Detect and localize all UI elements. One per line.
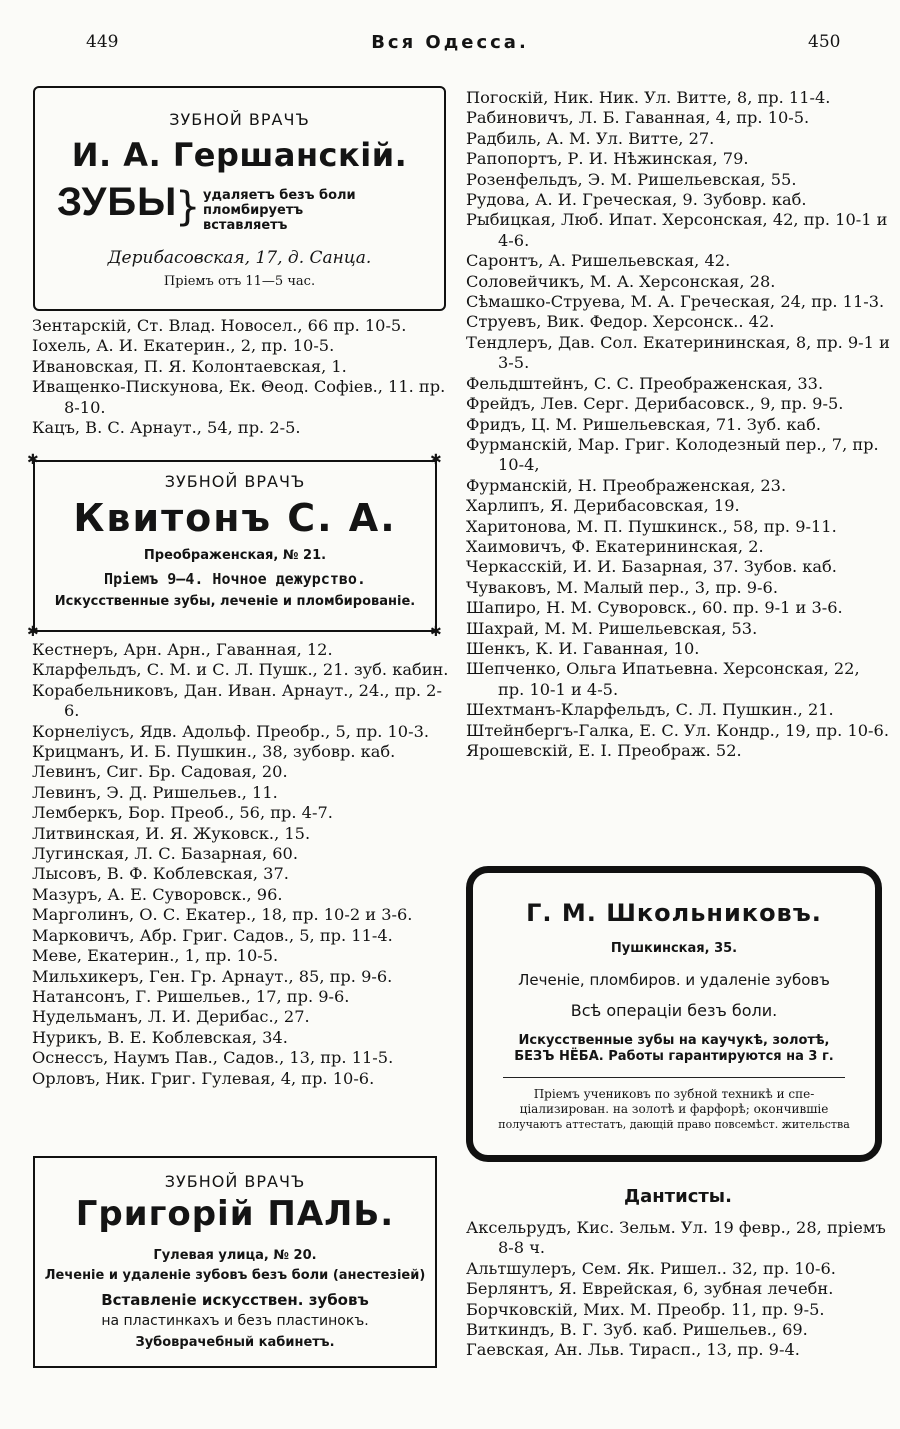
ad-address: Гулевая улица, № 20. [153, 1248, 317, 1263]
directory-entry: Виткиндъ, В. Г. Зуб. каб. Ришельев., 69. [466, 1320, 808, 1340]
ad-line: цiализирован. на золотѣ и фарфорѣ; окончившiе [519, 1102, 829, 1116]
directory-entry: Корабельниковъ, Дан. Иван. Арнаут., 24., пр. 2-6. [32, 680, 442, 721]
directory-entry: Ярошевскiй, Е. I. Преображ. 52. [466, 741, 742, 760]
ad-hours: Прiемъ отъ 11—5 час. [163, 274, 316, 289]
ad-line: Вставленiе искусствен. зубовъ [101, 1291, 369, 1309]
ad-subtitle: ЗУБНОЙ ВРАЧЪ [164, 472, 306, 491]
directory-entry: Крицманъ, И. Б. Пушкин., 38, зубовр. каб. [32, 742, 396, 762]
left-column-list-a [32, 316, 452, 438]
directory-entry: Черкасскiй, И. И. Базарная, 37. Зубов. каб. [466, 557, 837, 577]
directory-entry: Шенкъ, К. И. Гаванная, 10. [466, 638, 700, 658]
directory-entry: Оснессъ, Наумъ Пав., Садов., 13, пр. 11-5. [32, 1048, 394, 1068]
directory-entry: Кацъ, В. С. Арнаут., 54, пр. 2-5. [32, 418, 301, 438]
star-ornament-icon: ✱ [430, 624, 442, 640]
ad-address: Дерибасовская, 17, д. Санца. [107, 248, 372, 268]
directory-entry: Шапиро, Н. М. Суворовск., 60. пр. 9-1 и 3-6. [466, 598, 843, 618]
directory-entry: Радбиль, А. М. Ул. Витте, 27. [466, 128, 715, 148]
ad-name: Г. М. Школьниковъ. [526, 899, 822, 927]
directory-entry: Фридъ, Ц. М. Ришельевская, 71. Зуб. каб. [466, 414, 822, 434]
directory-entry: Шехтманъ-Кларфельдъ, С. Л. Пушкин., 21. [466, 700, 834, 720]
ad-services [203, 188, 356, 233]
ad-line: получаютъ аттестатъ, дающiй право повсемѣст. жительства [498, 1118, 850, 1131]
directory-entry: Корнелiусъ, Ядв. Адольф. Преобр., 5, пр. 10-3. [32, 721, 430, 741]
directory-entry: Литвинская, И. Я. Жуковск., 15. [32, 823, 311, 843]
directory-entry: Рабиновичъ, Л. Б. Гаванная, 4, пр. 10-5. [466, 108, 810, 128]
directory-entry: Борчковскiй, Мих. М. Преобр. 11, пр. 9-5. [466, 1299, 825, 1319]
star-ornament-icon: ✱ [430, 452, 442, 468]
ad-name: Григорiй ПАЛЬ. [75, 1194, 395, 1234]
divider [503, 1077, 845, 1078]
directory-entry: Рапопортъ, Р. И. Нѣжинская, 79. [466, 149, 749, 169]
ad-line: Леченiе, пломбиров. и удаленiе зубовъ [518, 971, 830, 989]
ad-line: Леченiе и удаленiе зубовъ безъ боли (анестезiей) [44, 1268, 426, 1283]
service-line: вставляетъ [203, 218, 288, 233]
ad-subtitle: ЗУБНОЙ ВРАЧЪ [164, 1172, 306, 1191]
brace-icon: } [175, 184, 201, 230]
star-ornament-icon: ✱ [27, 624, 39, 640]
right-column-list-a [466, 88, 890, 761]
directory-entry: Шепченко, Ольга Ипатьевна. Херсонская, 22, пр. 10-1 и 4-5. [466, 659, 860, 699]
directory-entry: Кестнеръ, Арн. Арн., Гаванная, 12. [32, 640, 333, 659]
directory-entry: Кларфельдъ, С. М. и С. Л. Пушк., 21. зуб. кабин. [32, 660, 449, 680]
directory-entry: Нудельманъ, Л. И. Дерибас., 27. [32, 1007, 310, 1027]
ad-note [483, 1087, 865, 1132]
directory-entry: Iохель, А. И. Екатерин., 2, пр. 10-5. [32, 336, 335, 356]
ad-line: Прiемъ учениковъ по зубной техникѣ и спе- [533, 1087, 815, 1101]
ad-hours: Прiемъ 9—4. Ночное дежурство. [104, 570, 366, 588]
directory-entry: Розенфельдъ, Э. М. Ришельевская, 55. [466, 169, 797, 189]
ad-teeth-label: ЗУБЫ [57, 180, 178, 224]
directory-entry: Марковичъ, Абр. Григ. Садов., 5, пр. 11-4. [32, 925, 393, 945]
directory-entry: Фурманскiй, Мар. Григ. Колодезный пер., 7, пр. 10-4, [466, 434, 879, 475]
directory-entry: Харитонова, М. П. Пушкинск., 58, пр. 9-11. [466, 516, 837, 536]
ad-services: Искусственные зубы, леченiе и пломбированiе. [54, 594, 416, 609]
directory-entry: Мазуръ, А. Е. Суворовск., 96. [32, 884, 283, 904]
ad-kviton [33, 460, 437, 632]
directory-entry: Левинъ, Э. Д. Ришельев., 11. [32, 782, 278, 802]
directory-entry: Натансонъ, Г. Ришельев., 17, пр. 9-6. [32, 986, 350, 1006]
directory-entry: Чуваковъ, М. Малый пер., 3, пр. 9-6. [466, 577, 778, 597]
directory-entry: Лугинская, Л. С. Базарная, 60. [32, 844, 298, 864]
directory-entry: Рыбицкая, Люб. Ипат. Херсонская, 42, пр. 10-1 и 4-6. [466, 210, 888, 250]
ad-line-bold [473, 1033, 875, 1065]
directory-entry: Струевъ, Вик. Федор. Херсонск.. 42. [466, 312, 775, 332]
directory-entry: Штейнбергъ-Галка, Е. С. Ул. Кондр., 19, пр. 10-6. [466, 720, 889, 740]
page-number-right: 450 [808, 32, 841, 52]
directory-entry: Фрейдъ, Лев. Серг. Дерибасовск., 9, пр. 9-5. [466, 394, 844, 414]
directory-entry: Орловъ, Ник. Григ. Гулевая, 4, пр. 10-6. [32, 1068, 375, 1088]
directory-entry: Рудова, А. И. Греческая, 9. Зубовр. каб. [466, 190, 807, 210]
directory-entry: Зентарскiй, Ст. Влад. Новосел., 66 пр. 10-5. [32, 316, 407, 335]
directory-entry: Погоскiй, Ник. Ник. Ул. Витте, 8, пр. 11-4. [466, 88, 831, 107]
directory-entry: Левинъ, Сиг. Бр. Садовая, 20. [32, 762, 288, 782]
directory-entry: Лемберкъ, Бор. Преоб., 56, пр. 4-7. [32, 803, 333, 823]
ad-shkolnikov [466, 866, 882, 1162]
ad-line: Искусственные зубы на каучукѣ, золотѣ, [518, 1033, 830, 1048]
ad-name: И. А. Гершанскiй. [71, 136, 408, 174]
page-number-left: 449 [86, 32, 119, 52]
directory-entry: Марголинъ, О. С. Екатер., 18, пр. 10-2 и 3-6. [32, 905, 413, 925]
right-column-list-b [466, 1218, 890, 1361]
directory-entry: Берлянтъ, Я. Еврейская, 6, зубная лечебн. [466, 1279, 834, 1299]
directory-entry: Мильхикеръ, Ген. Гр. Арнаут., 85, пр. 9-6. [32, 966, 393, 986]
ad-subtitle: ЗУБНОЙ ВРАЧЪ [169, 110, 310, 129]
directory-entry: Гаевская, Ан. Льв. Тирасп., 13, пр. 9-4. [466, 1340, 800, 1360]
directory-entry: Сѣмашко-Струева, М. А. Греческая, 24, пр. 11-3. [466, 292, 885, 312]
ad-name: Квитонъ С. А. [73, 496, 397, 540]
ad-pal [33, 1156, 437, 1368]
ad-address: Преображенская, № 21. [143, 548, 327, 563]
ad-line: БЕЗЪ НЁБА. Работы гарантируются на 3 г. [514, 1049, 834, 1064]
directory-entry: Шахрай, М. М. Ришельевская, 53. [466, 618, 758, 638]
service-line: пломбируетъ [203, 203, 304, 218]
ad-gershansky [33, 86, 446, 311]
directory-entry: Харлипъ, Я. Дерибасовская, 19. [466, 496, 740, 516]
ad-line: на пластинкахъ и безъ пластинокъ. [101, 1313, 369, 1329]
directory-entry: Ивановская, П. Я. Колонтаевская, 1. [32, 356, 347, 376]
ad-line: Всѣ операцiи безъ боли. [570, 1001, 778, 1020]
star-ornament-icon: ✱ [27, 452, 39, 468]
directory-entry: Фурманскiй, Н. Преображенская, 23. [466, 475, 787, 495]
directory-entry: Альтшулеръ, Сем. Як. Ришел.. 32, пр. 10-6. [466, 1258, 836, 1278]
left-column-list-b [32, 640, 452, 1089]
directory-entry: Саронтъ, А. Ришельевская, 42. [466, 251, 731, 271]
directory-entry: Меве, Екатерин., 1, пр. 10-5. [32, 946, 279, 966]
directory-entry: Нурикъ, В. Е. Коблевская, 34. [32, 1027, 288, 1047]
directory-entry: Аксельрудъ, Кис. Зельм. Ул. 19 февр., 28, прiемъ 8-8 ч. [466, 1218, 886, 1258]
directory-entry: Тендлеръ, Дав. Сол. Екатерининская, 8, пр. 9-1 и 3-5. [466, 332, 890, 373]
running-title: Вся Одесса. [371, 32, 529, 53]
section-title-dentists: Дантисты. [624, 1186, 732, 1207]
directory-entry: Хаимовичъ, Ф. Екатерининская, 2. [466, 536, 764, 556]
service-line: удаляетъ безъ боли [203, 188, 356, 203]
ad-line: Зубоврачебный кабинетъ. [135, 1335, 335, 1350]
directory-entry: Лысовъ, В. Ф. Коблевская, 37. [32, 864, 289, 884]
ad-address: Пушкинская, 35. [610, 941, 738, 956]
directory-entry: Фельдштейнъ, С. С. Преображенская, 33. [466, 373, 824, 393]
directory-entry: Иващенко-Пискунова, Ек. Θеод. Софiев., 11. пр. 8-10. [32, 377, 446, 417]
directory-entry: Соловейчикъ, М. А. Херсонская, 28. [466, 271, 776, 291]
